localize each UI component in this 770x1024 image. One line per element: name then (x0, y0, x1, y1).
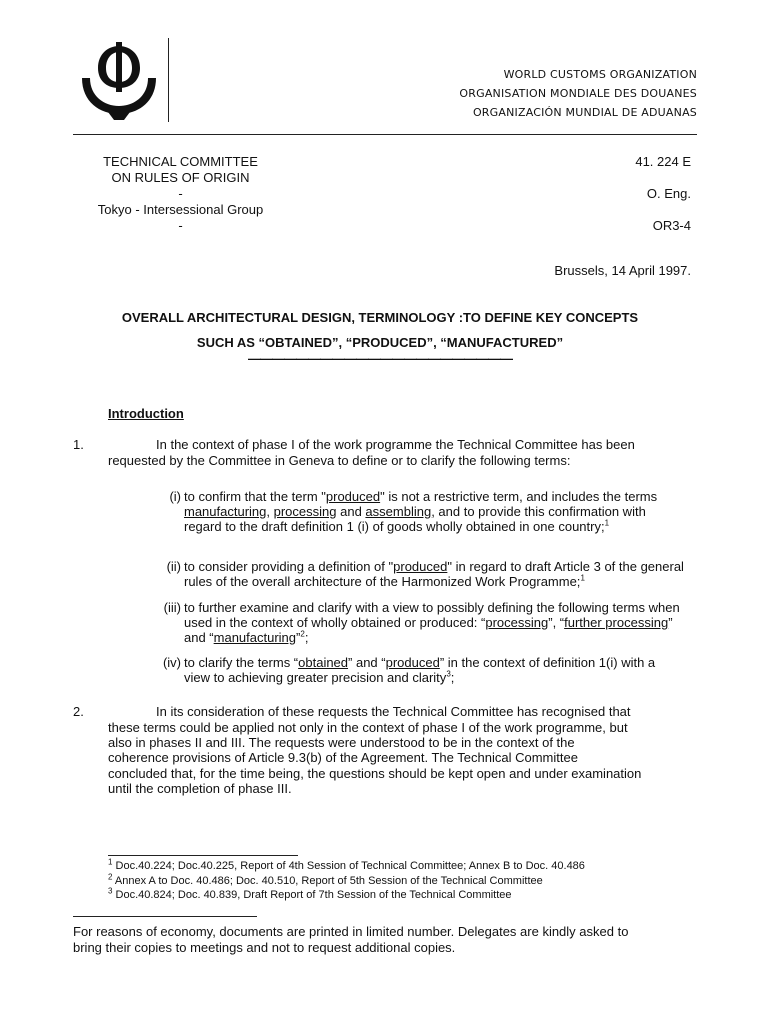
item-i-label: (i) (169, 489, 181, 504)
title-underline: —————————————————————— (248, 351, 512, 366)
footnote-rule (108, 855, 298, 856)
wco-logo (78, 40, 160, 120)
footnote-2: $^2$ Annex A to Doc. 40.486; Doc. 40.510, Report of 5th Session of the Technical Committee (108, 872, 543, 887)
para2-line6: until the completion of phase III. (108, 781, 292, 796)
item-iii-text: to further examine and clarify with a view to possibly defining the following terms when used in the context of wholly obtained or produced: “processing”, “further processing” and “manufacturing”$^2$; (184, 600, 680, 645)
intro-heading: Introduction (108, 406, 184, 421)
doc-language: O. Eng. (646, 186, 691, 201)
item-iv-label: (iv) (162, 655, 181, 670)
title-line1: OVERALL ARCHITECTURAL DESIGN, TERMINOLOGY :TO DEFINE KEY CONCEPTS (121, 310, 639, 325)
para1-line2: requested by the Committee in Geneva to define or to clarify the following terms: (108, 453, 571, 468)
item-i-text: to confirm that the term "produced" is not a restrictive term, and includes the terms manufacturing, processing and assembling, and to provide this confirmation with regard to the draft definition 1 (i) of goods wholly obtained in one country;$^1$ (184, 489, 658, 534)
org-name-en: WORLD CUSTOMS ORGANIZATION (503, 68, 697, 81)
footnote-3: $^3$ Doc.40.824; Doc. 40.839, Draft Report of 7th Session of the Technical Committee (108, 886, 512, 901)
doc-date: Brussels, 14 April 1997. (554, 263, 691, 278)
header-divider (168, 38, 169, 122)
item-ii-text: to consider providing a definition of "produced" in regard to draft Article 3 of the general rules of the overall architecture of the Harmonized Work Programme;$^1$ (184, 559, 684, 589)
para2-line5: concluded that, for the time being, the questions should be kept open and under examination (108, 766, 642, 781)
bottom-note-line1: For reasons of economy, documents are printed in limited number. Delegates are kindly asked to (73, 924, 629, 939)
committee-dash: - (178, 186, 183, 201)
item-ii-label: (ii) (166, 559, 181, 574)
para1-line1: In the context of phase I of the work programme the Technical Committee has been (156, 437, 635, 452)
item-iii-label: (iii) (163, 600, 181, 615)
para2-number: 2. (73, 704, 84, 719)
doc-number: 41. 224 E (635, 154, 691, 169)
bottom-note-line2: bring their copies to meetings and not to request additional copies. (73, 940, 456, 955)
para1-number: 1. (73, 437, 84, 452)
para2-line4: coherence provisions of Article 9.3(b) of the Agreement. The Technical Committee (108, 750, 578, 765)
org-name-fr: ORGANISATION MONDIALE DES DOUANES (459, 87, 697, 100)
bottom-note-rule (73, 916, 257, 917)
doc-reference: OR3-4 (652, 218, 691, 233)
committee-line1: TECHNICAL COMMITTEE (103, 154, 258, 169)
item-iv-text: to clarify the terms “obtained” and “produced” in the context of definition 1(i) with a view to achieving greater precision and clarity$^3$; (184, 655, 656, 685)
org-name-es: ORGANIZACIÓN MUNDIAL DE ADUANAS (472, 106, 697, 119)
para2-line3: also in phases II and III. The requests were understood to be in the context of the (108, 735, 575, 750)
header-rule (73, 134, 697, 135)
title-line2: SUCH AS “OBTAINED”, “PRODUCED”, “MANUFACTURED” (196, 335, 564, 350)
group-dash: - (178, 218, 183, 233)
para2-line1: In its consideration of these requests the Technical Committee has recognised that (156, 704, 631, 719)
footnote-1: $^1$ Doc.40.224; Doc.40.225, Report of 4th Session of Technical Committee; Annex B to Doc. 40.486 (108, 857, 585, 872)
committee-line2: ON RULES OF ORIGIN (111, 170, 250, 185)
para2-line2: these terms could be applied not only in the context of phase I of the work programme, but (108, 720, 628, 735)
group-name: Tokyo - Intersessional Group (97, 202, 264, 217)
